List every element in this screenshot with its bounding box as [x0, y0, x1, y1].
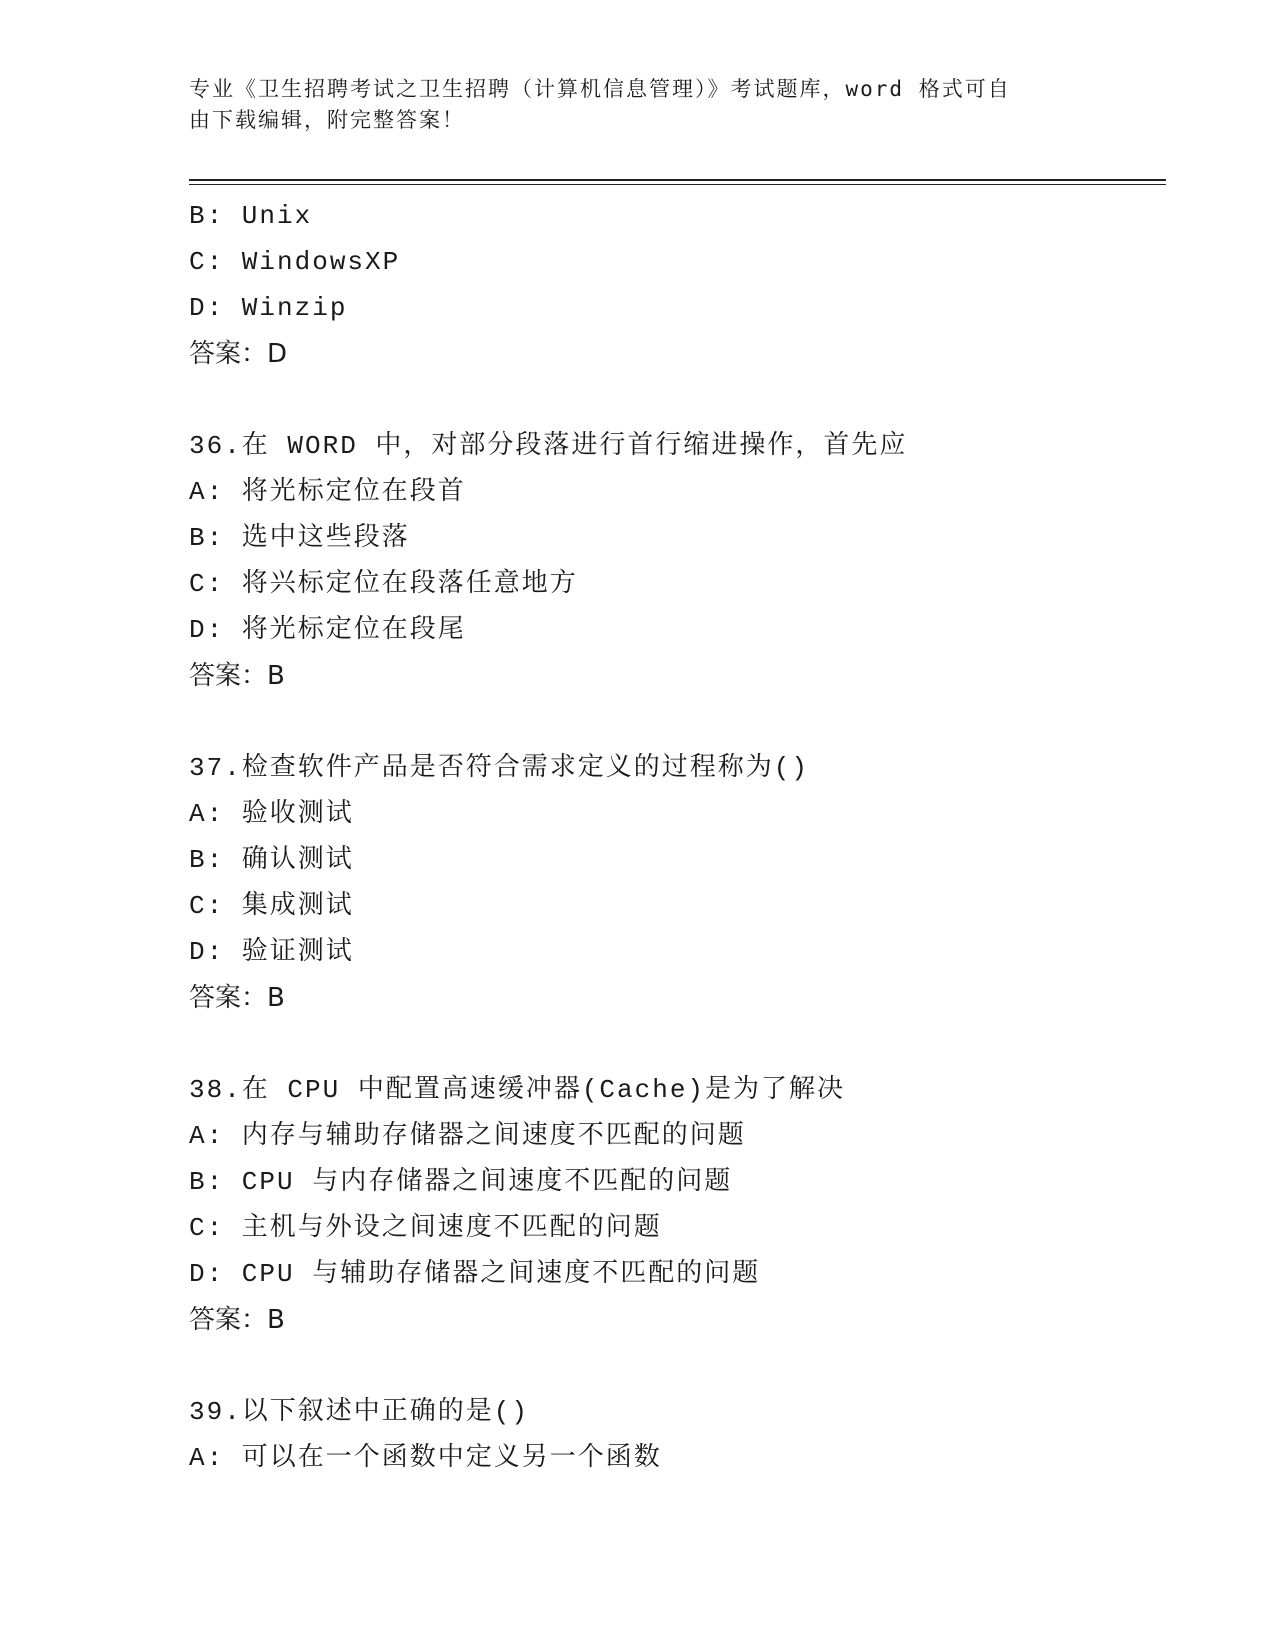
option-d: D: 验证测试 — [189, 937, 354, 967]
option-b: B: Unix — [189, 201, 313, 231]
answer-line: 答案：B — [189, 661, 285, 691]
header-line-2: 由下载编辑，附完整答案！ — [189, 108, 465, 132]
spacer — [189, 1343, 1169, 1389]
question-35-tail — [189, 193, 1169, 377]
option-b: B: 选中这些段落 — [189, 523, 410, 553]
question-text: 37.检查软件产品是否符合需求定义的过程称为() — [189, 753, 810, 783]
option-a: A: 内存与辅助存储器之间速度不匹配的问题 — [189, 1121, 746, 1151]
spacer — [189, 1021, 1169, 1067]
header-line-1: 专业《卫生招聘考试之卫生招聘（计算机信息管理）》考试题库，word 格式可自 — [189, 77, 1011, 101]
question-36 — [189, 423, 1169, 699]
option-b: B: 确认测试 — [189, 845, 354, 875]
question-37 — [189, 745, 1169, 1021]
document-header — [189, 74, 1089, 136]
option-a: A: 将光标定位在段首 — [189, 477, 466, 507]
question-text: 39.以下叙述中正确的是() — [189, 1397, 530, 1427]
header-divider-thick — [189, 179, 1166, 181]
document-body — [189, 193, 1169, 1481]
header-divider-thin — [189, 184, 1166, 185]
question-text: 38.在 CPU 中配置高速缓冲器(Cache)是为了解决 — [189, 1075, 846, 1105]
option-d: D: Winzip — [189, 293, 348, 323]
option-a: A: 验收测试 — [189, 799, 354, 829]
option-a: A: 可以在一个函数中定义另一个函数 — [189, 1443, 662, 1473]
question-38 — [189, 1067, 1169, 1343]
option-c: C: 将兴标定位在段落任意地方 — [189, 569, 578, 599]
option-d: D: 将光标定位在段尾 — [189, 615, 466, 645]
option-c: C: 主机与外设之间速度不匹配的问题 — [189, 1213, 662, 1243]
answer-line: 答案：B — [189, 983, 285, 1013]
question-text: 36.在 WORD 中，对部分段落进行首行缩进操作，首先应 — [189, 431, 908, 461]
spacer — [189, 377, 1169, 423]
option-c: C: WindowsXP — [189, 247, 401, 277]
option-c: C: 集成测试 — [189, 891, 354, 921]
answer-line: 答案：D — [189, 339, 288, 369]
option-b: B: CPU 与内存储器之间速度不匹配的问题 — [189, 1167, 733, 1197]
spacer — [189, 699, 1169, 745]
option-d: D: CPU 与辅助存储器之间速度不匹配的问题 — [189, 1259, 761, 1289]
question-39 — [189, 1389, 1169, 1481]
answer-line: 答案：B — [189, 1305, 285, 1335]
